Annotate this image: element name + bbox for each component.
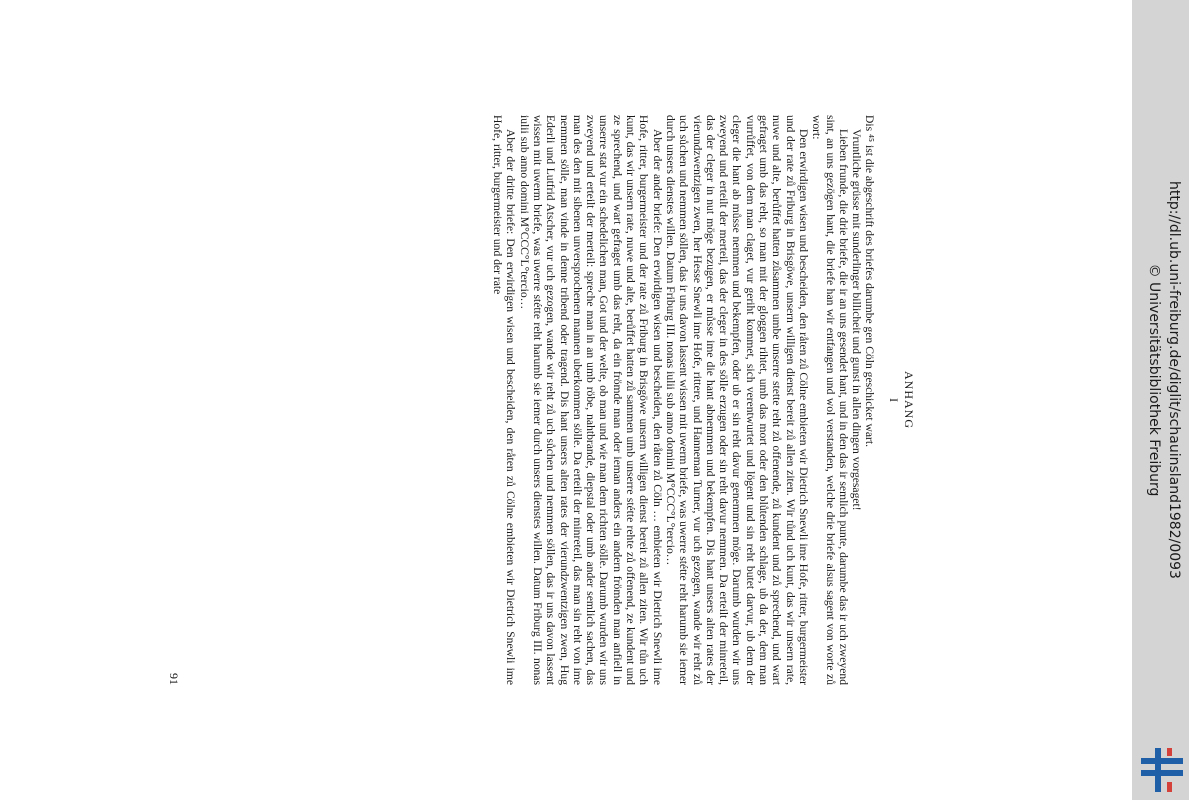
logo-bar-middle	[1141, 770, 1183, 776]
paragraph: Vruntliche grüsse mit sunderlinger billicheit und gunst in allen dingen vorgesaget!	[850, 129, 864, 511]
page-text-block	[167, 115, 916, 685]
paragraph: Den erwirdigen wisen und bescheiden, den råten zů Cölne embieten wir Dietrich Snewli ime Hofe, ritter, burgermeister und der rate zů Friburg in Brisgöwe, unsern willigen dienst bereit zů allen ziten. Wir tůnd uch kunt, das wir unsern rate, nuwe und alte, berůffet hatten zůsammen umbe unserre stette reht zů offenende, zů kundent und zů sprechend, und wart gefraget umb das reht, so man mit der gloggen rihtet, umb das mort oder den blůtenden schlage, ub da der, dem man vurrůffet, von dem man claget, vur geriht kommet, sich verentwurtet und lögent und sin reht butet darvur, ub dem der cleger die hant ab můsse nemmen und bekempfen, oder ub er sin reht davur genemmen möge. Darumb wurden wir uns zweyend und erteilt der merteil, das der cleger in des sölle erzugen oder sin reht davur nemmen. Da erteilt der minreteil, das der cleger in nut möge bezugen, er můsse ime die hant abnemmen und bekempfen. Dis hant unsers alten rates der vierundzwentzigen zwen, her Hesse Snewli ime Hofe, rittere, und Hanneman Turner, vur uch gezogen, wande wir reht zů uch sůchen und nemmen söllen, das ir uns davon lassent wissen mit uwerm briefe, was uwerre stétte reht harumb sie iemer durch unsers dienstes willen. Datum Friburg III. nonas iulii sub anno domini M°CCC°L°tercio…	[663, 115, 810, 685]
paragraph: Aber der dritte briefe: Den erwirdigen wisen und bescheiden, den råten zů Cölne embieten wir Dietrich Snewli ime Hofe, ritter, burgermeister und der rate	[491, 115, 518, 685]
sidebar-caption	[1136, 0, 1184, 760]
logo-bar-top	[1141, 758, 1183, 764]
logo-accent-top	[1167, 748, 1172, 756]
page-number: 91	[167, 673, 182, 685]
paragraph: Dis ⁴⁵ ist die abgeschrift des briefes darumbe gen Cöln geschicket wart.	[863, 115, 877, 447]
paragraph: Lieben frunde, die drie briefe, die ir an uns gesendet hant, und in den das ir semlich punte, darumbe das ir uch zweyend sint, an uns gezögen hant, die briefe han wir entfangen und wol verstanden, welche drie briefe alsus sagent von worte zů wort:	[810, 115, 850, 685]
library-sidebar	[1132, 0, 1189, 800]
appendix-heading: ANHANG	[902, 371, 916, 429]
logo-accent-bottom	[1167, 782, 1172, 792]
section-number: I	[886, 398, 901, 402]
source-url-link[interactable]: http://dl.ub.uni-freiburg.de/diglit/schauinsland1982/0093	[1166, 181, 1182, 579]
university-library-logo-icon	[1141, 748, 1183, 792]
copyright-notice: © Universitätsbibliothek Freiburg	[1146, 263, 1162, 497]
paragraph: Aber der ander briefe: Den erwirdigen wisen und bescheiden, den råten zů Cöln … embieten wir Dietrich Snewli ime Hofe, ritter, burgermeister und der rate zů Friburg in Brisgöwe unsern willigen dienst bereit zů allen ziten. Wir tůn uch kunt, das wir unsern rate, nuwe und alte, berůffet hatten zů sammen umb unserre stétte rehte zů offenend, ze kundent und ze sprechend, und wart gefraget umb das reht, da ein frömde man oder ieman anders ein andern frömden man anfiell in unserre stat vur ein schedelichen man, Got und der welte, ob man und wie man dem richten sölle. Darumb wurden wir uns zweyend und erteilt der merteil: spreche man in an umb röbe, nahtbrande, diepstal oder umb ander semlich sachen, das man des den mit sibenen unversprochenen mannen uberkommen sölle. Da erteilt der minreteil, das man sin reht von ime nemmen sölle, man vinde in denne tribend oder tragend. Dis hant unsers alten rates der vierundzwentzigen zwen, Hug Ederli und Lutfrid Atscher, vur uch gezogen, wande wir reht zů uch sůchen und nemmen söllen, das ir uns davon lassent wissen mit uwerm briefe, was uwerre stétte reht harumb sie iemer durch unsers dienstes willen. Datum Friburg III. nonas iulii sub anno domini M°CCC°L°tercio…	[517, 115, 664, 685]
logo-bar-vertical	[1155, 748, 1161, 792]
